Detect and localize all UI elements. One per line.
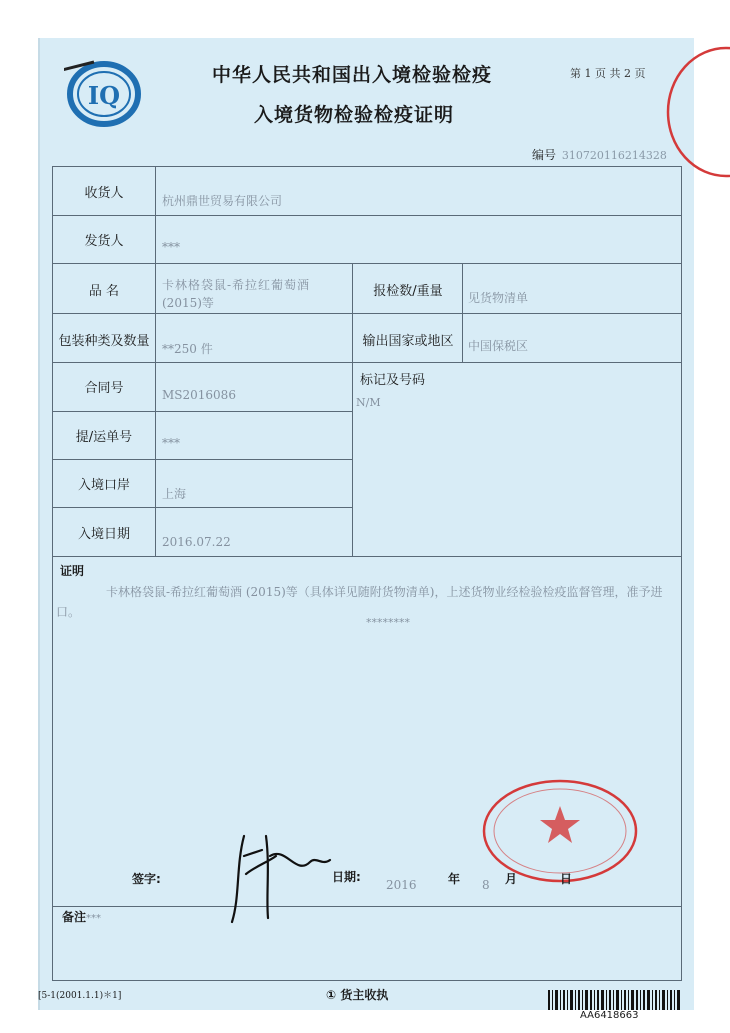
divider (52, 906, 682, 907)
remarks-value: *** (86, 913, 102, 924)
consignor-value: *** (162, 240, 180, 254)
divider (52, 215, 682, 216)
divider (52, 411, 352, 412)
document-title: 中华人民共和国出入境检验检疫 (212, 64, 493, 86)
barcode-number: AA6418663 (580, 1010, 639, 1021)
port-label: 入境口岸 (77, 478, 130, 493)
sign-label: 签字: (132, 872, 161, 886)
consignor-label: 发货人 (84, 234, 124, 249)
contract-label: 合同号 (84, 381, 124, 396)
divider (462, 263, 463, 362)
bl-label: 提/运单号 (75, 430, 133, 445)
marks-label: 标记及号码 (360, 373, 426, 388)
divider (52, 313, 682, 314)
certificate-body: 卡林格袋鼠-希拉红葡萄酒 (2015)等（具体详见随附货物清单)，上述货物业经检验检疫监督管理，准予进口。 (56, 585, 663, 619)
remarks-label-text: 备注 (62, 910, 87, 924)
serial-value: 310720116214328 (561, 149, 667, 162)
year-label: 年 (448, 872, 461, 886)
divider (52, 507, 352, 508)
document-subtitle: 入境货物检验检疫证明 (254, 104, 455, 126)
remarks-label (62, 908, 101, 925)
date-year: 2016 (386, 878, 417, 892)
origin-value: 中国保税区 (468, 339, 529, 353)
goods-value-line2: (2015)等 (162, 296, 214, 310)
packing-value: **250 件 (162, 342, 213, 356)
form-code: [5-1(2001.1.1)＊1] (38, 991, 122, 1001)
divider (352, 263, 353, 556)
consignee-label: 收货人 (84, 186, 124, 201)
contract-value: MS2016086 (162, 388, 236, 402)
quantity-value: 见货物清单 (468, 291, 529, 305)
serial-number (532, 146, 667, 163)
date-month: 8 (482, 878, 490, 892)
divider (52, 459, 352, 460)
handwritten-signature (226, 826, 336, 926)
quantity-label: 报检数/重量 (373, 284, 443, 299)
divider (52, 362, 682, 363)
entry-date-label: 入境日期 (77, 527, 130, 542)
barcode (548, 990, 680, 1010)
packing-label: 包装种类及数量 (58, 334, 150, 349)
origin-label: 输出国家或地区 (362, 334, 454, 349)
page-indicator: 第 1 页 共 2 页 (570, 67, 646, 80)
edge-stamp (664, 42, 730, 182)
svg-text:IQ: IQ (87, 81, 121, 110)
bl-value: *** (162, 436, 180, 450)
entry-date-value: 2016.07.22 (162, 535, 231, 549)
ciq-logo (64, 52, 144, 132)
certificate-label: 证明 (60, 564, 85, 578)
copy-holder: ① 货主收执 (326, 988, 389, 1002)
month-label: 月 (505, 872, 518, 886)
divider (155, 166, 156, 556)
goods-label: 品 名 (88, 284, 120, 299)
divider (52, 556, 682, 557)
divider (52, 263, 682, 264)
port-value: 上海 (162, 487, 187, 501)
day-label: 日 (560, 872, 573, 886)
goods-value: 卡林格袋鼠-希拉红葡萄酒 (162, 278, 311, 292)
date-label: 日期: (332, 870, 361, 884)
consignee-value: 杭州鼎世贸易有限公司 (162, 194, 283, 208)
serial-label: 编号 (532, 148, 557, 162)
marks-value: N/M (356, 396, 381, 409)
certificate-stars: ******** (366, 616, 410, 629)
